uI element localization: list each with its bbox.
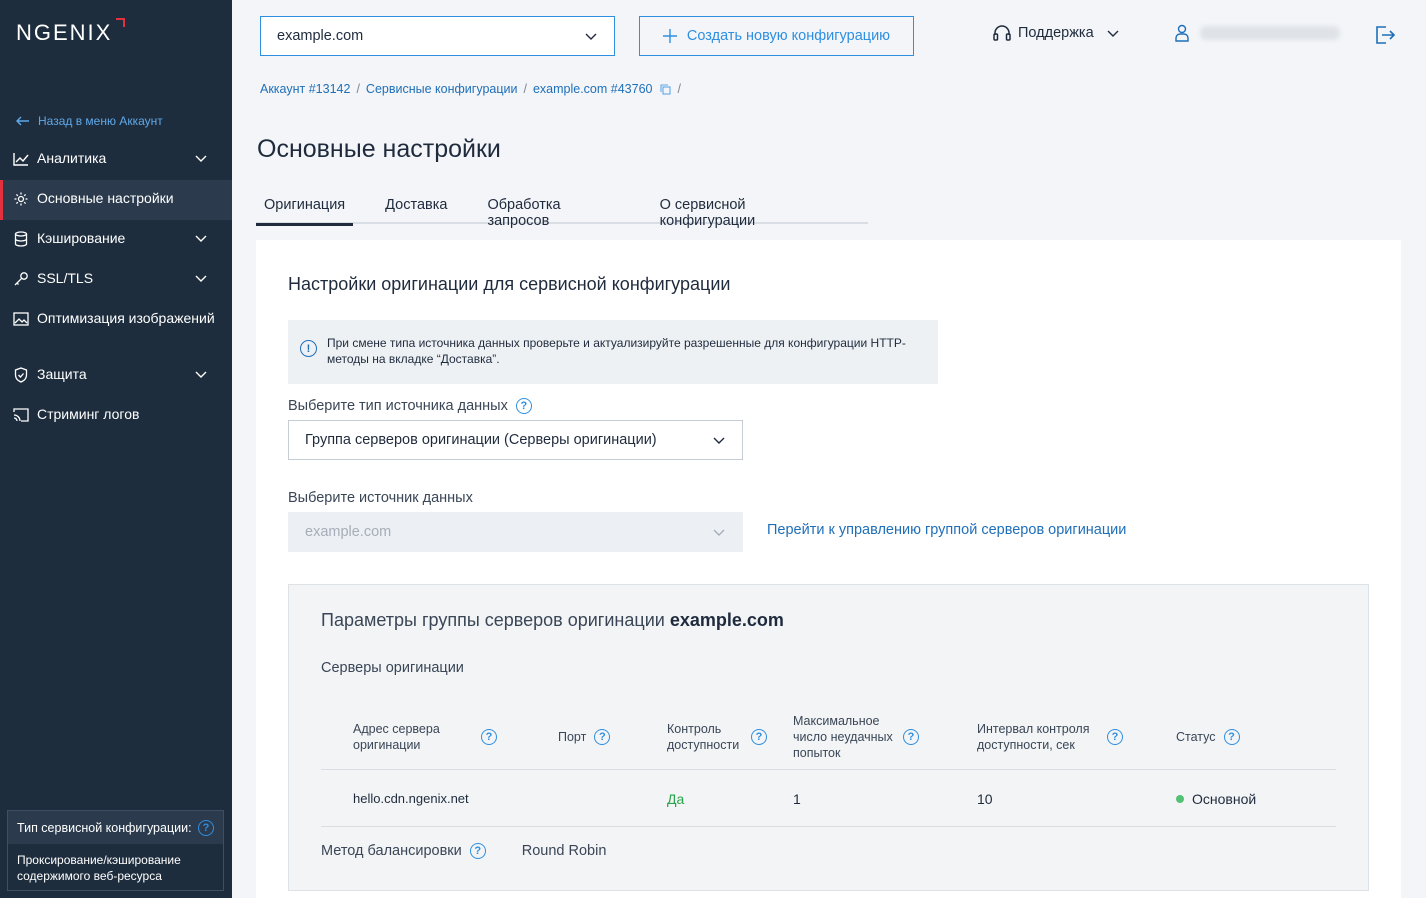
gear-icon xyxy=(12,190,30,208)
help-icon[interactable]: ? xyxy=(1107,729,1123,745)
col-header-label: Контроль доступности xyxy=(667,721,740,752)
breadcrumb-separator: / xyxy=(677,82,681,96)
cell-max-fails: 1 xyxy=(793,790,801,807)
origin-group-params xyxy=(288,584,1369,891)
sidebar xyxy=(0,0,232,898)
origin-servers-subtitle: Серверы оригинации xyxy=(321,660,464,676)
info-icon: ! xyxy=(300,340,317,357)
sidebar-nav xyxy=(0,140,232,436)
source-select xyxy=(288,512,743,552)
chevron-down-icon xyxy=(194,151,208,165)
source-value: example.com xyxy=(305,524,392,540)
col-status xyxy=(1176,703,1240,770)
breadcrumb-separator: / xyxy=(523,82,527,96)
user-name-blurred xyxy=(1200,26,1340,40)
manage-origin-group-link[interactable]: Перейти к управлению группой серверов оригинации xyxy=(767,522,1127,538)
status-dot-icon xyxy=(1176,795,1184,803)
source-label-text: Выберите источник данных xyxy=(288,490,473,506)
copy-icon[interactable] xyxy=(660,84,671,95)
settings-tabs xyxy=(256,188,868,229)
sidebar-item-basic-settings[interactable] xyxy=(0,180,232,220)
sidebar-item-log-streaming[interactable] xyxy=(0,396,232,436)
help-icon[interactable]: ? xyxy=(903,729,919,745)
origin-servers-table xyxy=(321,703,1336,827)
logout-icon xyxy=(1375,26,1395,44)
notice-text: При смене типа источника данных проверьте и актуализируйте разрешенные для конфигурации HTTP-методы на вкладке “Доставка”. xyxy=(327,336,906,366)
sidebar-item-caching[interactable] xyxy=(0,220,232,260)
user-icon xyxy=(1174,24,1190,42)
ngenix-logo[interactable]: NGENIX xyxy=(16,20,113,45)
col-header-label: Максимальное число неудачных попыток xyxy=(793,713,893,760)
cell-status xyxy=(1176,770,1256,827)
breadcrumb-configs[interactable]: Сервисные конфигурации xyxy=(365,82,518,96)
col-max-fails xyxy=(793,703,919,770)
params-title-domain: example.com xyxy=(669,610,784,630)
col-header-label: Интервал контроля доступности, сек xyxy=(977,721,1090,752)
card-title: Настройки оригинации для сервисной конфигурации xyxy=(288,274,731,294)
logo-mark-icon xyxy=(116,18,125,27)
table-row xyxy=(321,770,1336,827)
sidebar-item-protection[interactable] xyxy=(0,356,232,396)
source-type-label-text: Выберите тип источника данных xyxy=(288,398,508,414)
breadcrumb-separator: / xyxy=(356,82,360,96)
info-notice xyxy=(288,320,938,384)
chevron-down-icon xyxy=(194,367,208,381)
back-link-label: Назад в меню Аккаунт xyxy=(38,114,163,128)
headset-icon xyxy=(992,24,1012,42)
col-header-label: Порт xyxy=(558,729,587,744)
help-icon[interactable]: ? xyxy=(594,729,610,745)
balancing-value: Round Robin xyxy=(521,843,607,859)
sidebar-item-image-optimization[interactable] xyxy=(0,300,232,356)
chevron-down-icon xyxy=(1106,26,1120,40)
chart-icon xyxy=(12,150,30,168)
source-label xyxy=(288,490,473,506)
sidebar-item-label: Оптимизация изображений xyxy=(37,310,215,326)
user-menu[interactable] xyxy=(1174,24,1340,42)
source-type-select[interactable] xyxy=(288,420,743,460)
help-icon[interactable]: ? xyxy=(198,820,214,836)
chevron-down-icon xyxy=(194,231,208,245)
chevron-down-icon xyxy=(194,271,208,285)
image-icon xyxy=(12,310,30,328)
sidebar-item-analytics[interactable] xyxy=(0,140,232,180)
source-type-value: Группа серверов оригинации (Серверы оригинации) xyxy=(305,432,657,448)
cast-icon xyxy=(12,406,30,424)
col-health xyxy=(667,703,767,770)
breadcrumb-account[interactable]: Аккаунт #13142 xyxy=(260,82,351,96)
sidebar-item-label: SSL/TLS xyxy=(37,270,94,286)
params-title xyxy=(321,610,784,631)
config-type-title: Тип сервисной конфигурации: xyxy=(17,820,192,835)
tab-request-processing[interactable]: Обработка запросов xyxy=(487,197,561,229)
domain-select-value: example.com xyxy=(277,28,364,44)
sidebar-item-label: Защита xyxy=(37,366,87,382)
sidebar-item-label: Стриминг логов xyxy=(37,406,140,422)
support-menu[interactable] xyxy=(992,24,1120,42)
domain-select[interactable] xyxy=(260,16,615,56)
database-icon xyxy=(12,230,30,248)
config-type-header xyxy=(8,811,223,844)
create-config-button[interactable] xyxy=(639,16,914,56)
logout-button[interactable] xyxy=(1375,26,1395,49)
tab-origination[interactable]: Оригинация xyxy=(256,188,353,224)
sidebar-item-ssl-tls[interactable] xyxy=(0,260,232,300)
cell-interval: 10 xyxy=(977,790,993,807)
chevron-down-icon xyxy=(712,525,726,539)
tab-delivery[interactable]: Доставка xyxy=(385,197,448,213)
help-icon[interactable]: ? xyxy=(1224,729,1240,745)
config-type-value: Проксирование/кэширование содержимого веб-ресурса xyxy=(17,853,181,883)
balancing-label: Метод балансировки xyxy=(321,843,462,859)
breadcrumb-current[interactable]: example.com #43760 xyxy=(532,82,653,96)
breadcrumb xyxy=(260,82,681,96)
table-header xyxy=(321,703,1336,770)
cell-address: hello.cdn.ngenix.net xyxy=(353,791,469,806)
help-icon[interactable]: ? xyxy=(481,729,497,745)
config-type-panel xyxy=(7,810,224,891)
page-title: Основные настройки xyxy=(257,135,501,163)
support-label: Поддержка xyxy=(1018,25,1094,41)
sidebar-item-label: Аналитика xyxy=(37,150,107,166)
create-config-label: Создать новую конфигурацию xyxy=(686,28,891,44)
col-address xyxy=(353,703,503,770)
arrow-left-icon xyxy=(16,116,30,126)
back-to-account-link[interactable] xyxy=(16,114,163,128)
col-header-label: Адрес сервера оригинации xyxy=(353,721,440,752)
chevron-down-icon xyxy=(712,433,726,447)
help-icon[interactable]: ? xyxy=(516,398,532,414)
origination-settings-card xyxy=(256,240,1401,898)
sidebar-item-label: Основные настройки xyxy=(37,190,174,206)
col-interval xyxy=(977,703,1123,770)
plus-icon xyxy=(663,29,677,43)
tab-about-config[interactable]: О сервисной конфигурации xyxy=(659,197,756,229)
sidebar-item-label: Кэширование xyxy=(37,230,126,246)
col-header-label: Статус xyxy=(1176,729,1216,744)
chevron-down-icon xyxy=(584,29,598,43)
balancing-method xyxy=(321,843,606,859)
help-icon[interactable]: ? xyxy=(470,843,486,859)
help-icon[interactable]: ? xyxy=(751,729,767,745)
col-port xyxy=(558,703,610,770)
source-type-label xyxy=(288,398,532,414)
status-label: Основной xyxy=(1192,790,1257,807)
key-icon xyxy=(12,270,30,288)
cell-health: Да xyxy=(667,790,685,807)
shield-icon xyxy=(12,366,30,384)
params-title-prefix: Параметры группы серверов оригинации xyxy=(321,610,665,630)
